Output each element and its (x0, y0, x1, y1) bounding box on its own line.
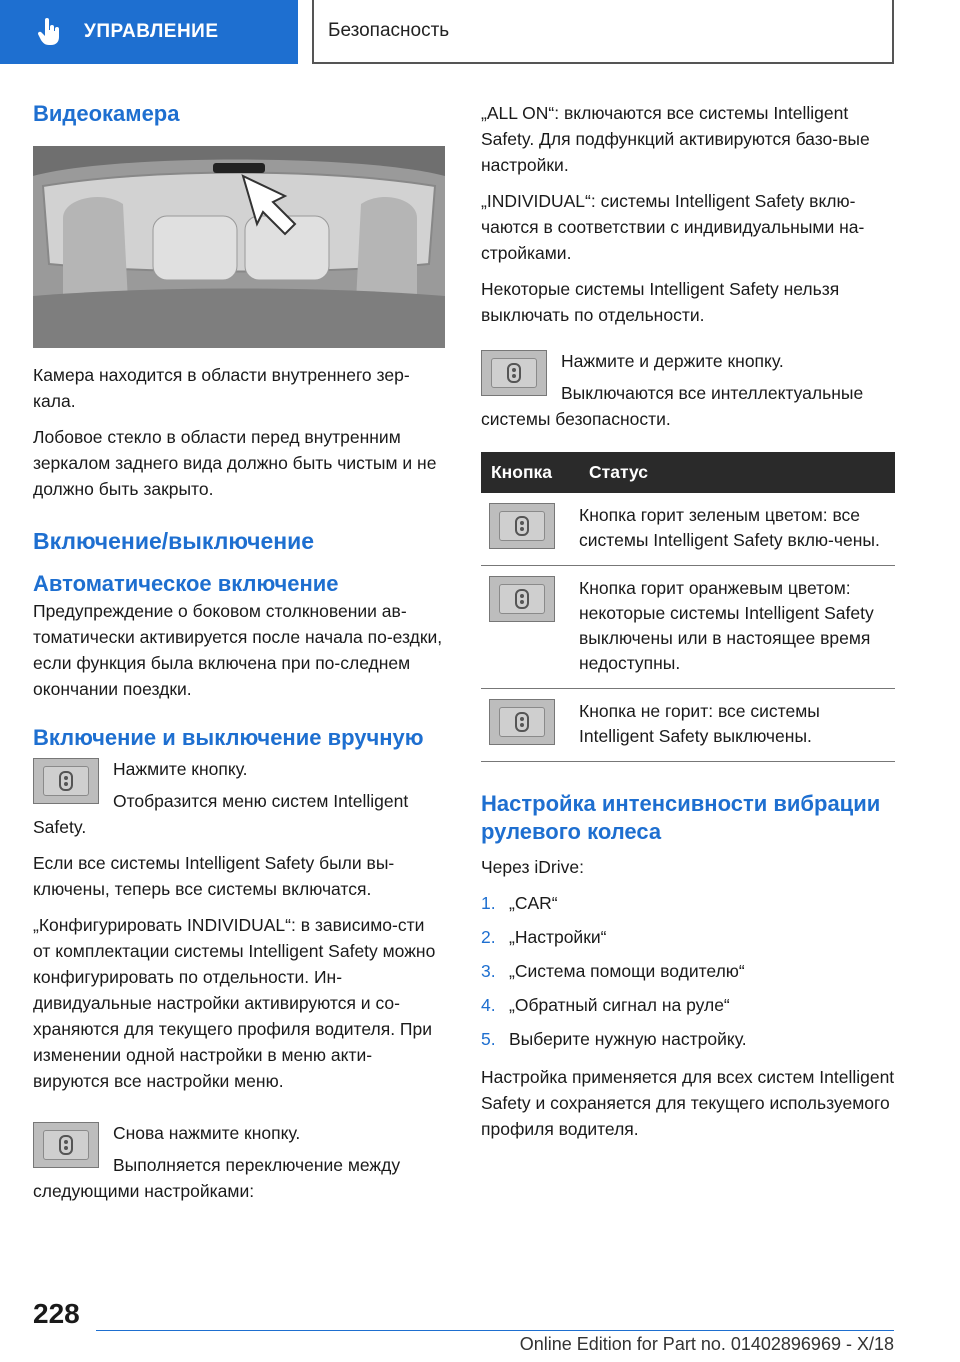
safety-icon (507, 363, 521, 383)
paragraph: Выключаются все интеллектуальные системы безопасности. (481, 383, 864, 429)
header-subsection (312, 0, 894, 64)
paragraph: Настройка применяется для всех систем Intelligent Safety и сохраняется для текущего используемого профиля водителя. (481, 1067, 895, 1139)
paragraph: Нажмите кнопку. (113, 759, 248, 779)
safety-icon (515, 589, 529, 609)
button-status-table (481, 452, 895, 762)
paragraph: „ALL ON“: включаются все системы Intelligent Safety. Для подфункций активируются базо-вые настройки. (481, 103, 870, 175)
table-row (481, 493, 895, 566)
steps-list (481, 890, 895, 1052)
heading-vibration: Настройка интенсивности вибрации рулевого колеса (481, 791, 881, 844)
table-cell-status: Кнопка горит оранжевым цветом: некоторые системы Intelligent Safety выключены или в настоящее время недоступны. (579, 566, 895, 689)
list-item: 3. „Система помощи водителю“ (481, 961, 745, 981)
list-item: 2. „Настройки“ (481, 927, 607, 947)
table-header-status: Статус (579, 452, 895, 493)
paragraph: Лобовое стекло в области перед внутренним зеркалом заднего вида должно быть чистым и не должно быть закрыто. (33, 427, 437, 499)
paragraph: Некоторые системы Intelligent Safety нельзя выключать по отдельности. (481, 279, 840, 325)
header-section-tab (0, 0, 298, 64)
paragraph: „Конфигурировать INDIVIDUAL“: в зависимо-сти от комплектации системы Intelligent Safety можно конфигурировать по отдельности. Ин-дивидуальные настройки активируются и со-храняются для текущего профиля водителя. При изменении одной настройки в меню акти-вируются все настройки меню. (33, 915, 436, 1091)
list-item: 5. Выберите нужную настройку. (481, 1029, 747, 1049)
heading-manual: Включение и выключение вручную (33, 725, 424, 750)
paragraph: Через iDrive: (481, 857, 584, 877)
list-item: 1. „CAR“ (481, 893, 558, 913)
paragraph: Выполняется переключение между следующими настройками: (33, 1155, 401, 1201)
table-row (481, 566, 895, 689)
paragraph: „INDIVIDUAL“: системы Intelligent Safety вклю-чаются в соответствии с индивидуальными на-стройками. (481, 191, 865, 263)
car-interior-camera-photo (33, 146, 445, 348)
intelligent-safety-button-icon (33, 758, 99, 804)
left-column (33, 100, 445, 1214)
list-item: 4. „Обратный сигнал на руле“ (481, 995, 730, 1015)
button-green-icon (489, 503, 555, 549)
edition-info: Online Edition for Part no. 01402896969 - X/18 (519, 1334, 894, 1354)
heading-video-camera: Видеокамера (33, 101, 180, 126)
right-column (481, 100, 895, 1152)
intelligent-safety-button-icon (481, 350, 547, 396)
safety-icon (59, 771, 73, 791)
paragraph: Камера находится в области внутреннего зер-кала. (33, 365, 410, 411)
subsection-title: Безопасность (328, 20, 450, 41)
page-number: 228 (33, 1298, 80, 1329)
section-title: УПРАВЛЕНИЕ (84, 21, 219, 42)
table-cell-status: Кнопка горит зеленым цветом: все системы Intelligent Safety вклю-чены. (579, 493, 895, 566)
paragraph: Если все системы Intelligent Safety были вы-ключены, теперь все системы включатся. (33, 853, 395, 899)
heading-on-off: Включение/выключение (33, 528, 315, 554)
intelligent-safety-button-icon (33, 1122, 99, 1168)
safety-icon (515, 712, 529, 732)
footer-divider (96, 1330, 894, 1331)
heading-auto-on: Автоматическое включение (33, 571, 339, 596)
button-orange-icon (489, 576, 555, 622)
table-header-button: Кнопка (481, 452, 579, 493)
paragraph: Нажмите и держите кнопку. (561, 351, 784, 371)
table-row (481, 689, 895, 762)
table-cell-status: Кнопка не горит: все системы Intelligent Safety выключены. (579, 689, 895, 762)
button-off-icon (489, 699, 555, 745)
safety-icon (59, 1135, 73, 1155)
paragraph: Отобразится меню систем Intelligent Safety. (33, 791, 409, 837)
paragraph: Предупреждение о боковом столкновении ав-томатически активируется после начала по-ездки, если функция была включена при по-следнем окончании поездки. (33, 601, 443, 699)
hand-pointer-icon (36, 18, 62, 46)
paragraph: Снова нажмите кнопку. (113, 1123, 301, 1143)
safety-icon (515, 516, 529, 536)
